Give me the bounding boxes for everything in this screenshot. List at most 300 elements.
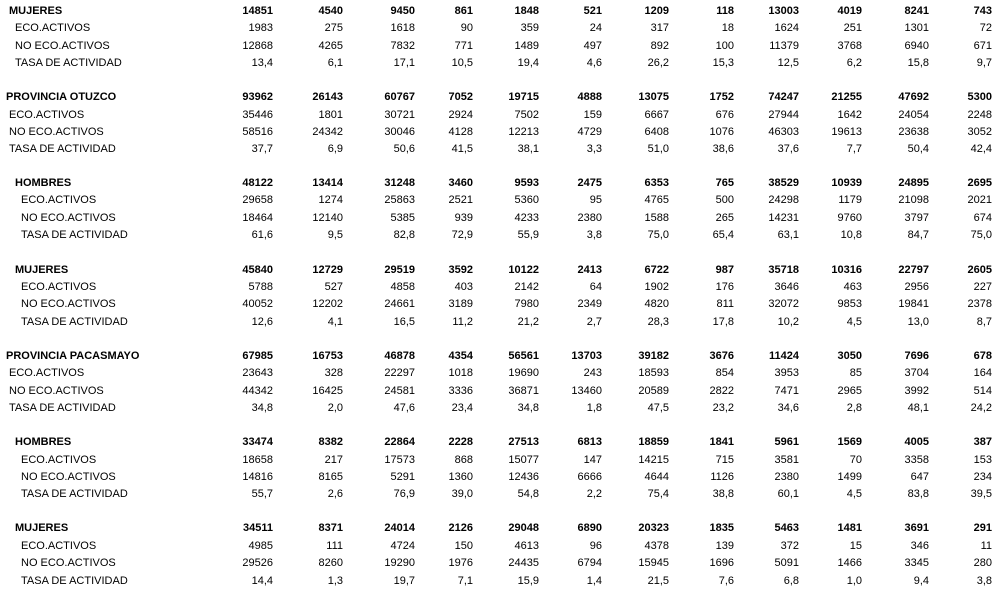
table-row — [0, 278, 998, 295]
value-cell: 1481 — [837, 522, 862, 534]
value-cell: 17,8 — [712, 316, 734, 328]
value-cell: 3358 — [904, 454, 929, 466]
value-cell: 29526 — [242, 557, 273, 569]
value-cell: 7980 — [514, 298, 539, 310]
table-row — [0, 313, 998, 330]
value-cell: 70 — [849, 454, 862, 466]
value-cell: 29519 — [384, 264, 415, 276]
value-cell: 51,0 — [647, 143, 669, 155]
value-cell: 2,0 — [327, 402, 343, 414]
value-cell: 48,1 — [907, 402, 929, 414]
value-cell: 21098 — [898, 194, 929, 206]
value-cell: 1696 — [709, 557, 734, 569]
value-cell: 12729 — [312, 264, 343, 276]
value-cell: 2228 — [448, 436, 473, 448]
value-cell: 6,1 — [327, 57, 343, 69]
value-cell: 6,2 — [846, 57, 862, 69]
table-row — [0, 209, 998, 226]
value-cell: 8165 — [318, 471, 343, 483]
value-cell: 317 — [650, 22, 669, 34]
value-cell: 6,9 — [327, 143, 343, 155]
value-cell: 892 — [650, 40, 669, 52]
value-cell: 15945 — [638, 557, 669, 569]
value-cell: 12213 — [508, 126, 539, 138]
value-cell: 6794 — [577, 557, 602, 569]
value-cell: 90 — [460, 22, 473, 34]
value-cell: 41,5 — [451, 143, 473, 155]
value-cell: 50,4 — [907, 143, 929, 155]
value-cell: 765 — [715, 177, 734, 189]
row-label: NO ECO.ACTIVOS — [21, 471, 116, 483]
row-label: PROVINCIA OTUZCO — [6, 91, 117, 103]
value-cell: 24661 — [384, 298, 415, 310]
value-cell: 243 — [583, 367, 602, 379]
value-cell: 24,2 — [970, 402, 992, 414]
value-cell: 6353 — [644, 177, 669, 189]
value-cell: 359 — [520, 22, 539, 34]
value-cell: 15077 — [508, 454, 539, 466]
value-cell: 74247 — [768, 91, 799, 103]
value-cell: 147 — [583, 454, 602, 466]
value-cell: 1,3 — [327, 575, 343, 587]
value-cell: 521 — [583, 5, 602, 17]
value-cell: 4,5 — [846, 316, 862, 328]
table-row — [0, 364, 998, 381]
value-cell: 16,5 — [393, 316, 415, 328]
value-cell: 678 — [973, 350, 992, 362]
value-cell: 2475 — [577, 177, 602, 189]
value-cell: 60767 — [384, 91, 415, 103]
value-cell: 811 — [716, 298, 734, 310]
row-label: TASA DE ACTIVIDAD — [9, 143, 116, 155]
value-cell: 3050 — [837, 350, 862, 362]
value-cell: 7471 — [774, 385, 799, 397]
row-label: HOMBRES — [15, 436, 72, 448]
value-cell: 227 — [973, 281, 992, 293]
value-cell: 6940 — [904, 40, 929, 52]
value-cell: 4985 — [248, 540, 273, 552]
value-cell: 82,8 — [393, 229, 415, 241]
value-cell: 55,7 — [251, 488, 273, 500]
table-row — [0, 485, 998, 502]
value-cell: 11,2 — [452, 316, 473, 328]
value-cell: 35718 — [768, 264, 799, 276]
value-cell: 500 — [715, 194, 734, 206]
value-cell: 139 — [715, 540, 734, 552]
value-cell: 234 — [973, 471, 992, 483]
value-cell: 21,2 — [517, 316, 539, 328]
value-cell: 22797 — [898, 264, 929, 276]
value-cell: 9593 — [514, 177, 539, 189]
value-cell: 48122 — [242, 177, 273, 189]
value-cell: 1360 — [448, 471, 473, 483]
value-cell: 3,8 — [586, 229, 602, 241]
value-cell: 4820 — [644, 298, 669, 310]
value-cell: 21255 — [831, 91, 862, 103]
value-cell: 9450 — [390, 5, 415, 17]
value-cell: 18658 — [242, 454, 273, 466]
value-cell: 37,6 — [777, 143, 799, 155]
row-label: ECO.ACTIVOS — [15, 22, 91, 34]
value-cell: 854 — [715, 367, 734, 379]
value-cell: 24895 — [898, 177, 929, 189]
value-cell: 674 — [973, 212, 992, 224]
value-cell: 1569 — [837, 436, 862, 448]
row-label: NO ECO.ACTIVOS — [15, 40, 110, 52]
value-cell: 75,0 — [970, 229, 992, 241]
value-cell: 280 — [973, 557, 992, 569]
value-cell: 12,5 — [777, 57, 799, 69]
value-cell: 1466 — [837, 557, 862, 569]
value-cell: 67985 — [242, 350, 273, 362]
value-cell: 939 — [454, 212, 473, 224]
value-cell: 1076 — [709, 126, 734, 138]
table-row — [0, 382, 998, 399]
value-cell: 17573 — [384, 454, 415, 466]
value-cell: 497 — [583, 40, 602, 52]
value-cell: 18859 — [638, 436, 669, 448]
value-cell: 2521 — [448, 194, 473, 206]
value-cell: 346 — [910, 540, 929, 552]
value-cell: 1,0 — [846, 575, 862, 587]
value-cell: 31248 — [384, 177, 415, 189]
value-cell: 13703 — [571, 350, 602, 362]
value-cell: 9,5 — [327, 229, 343, 241]
value-cell: 11379 — [769, 40, 799, 52]
value-cell: 26143 — [312, 91, 343, 103]
value-cell: 55,9 — [517, 229, 539, 241]
value-cell: 3189 — [448, 298, 473, 310]
value-cell: 28,3 — [647, 316, 669, 328]
value-cell: 527 — [324, 281, 343, 293]
value-cell: 40052 — [242, 298, 273, 310]
row-label: ECO.ACTIVOS — [9, 367, 85, 379]
value-cell: 6408 — [644, 126, 669, 138]
value-cell: 10316 — [831, 264, 862, 276]
value-cell: 12,6 — [251, 316, 273, 328]
value-cell: 20323 — [638, 522, 669, 534]
table-row — [0, 399, 998, 416]
value-cell: 58516 — [242, 126, 273, 138]
value-cell: 1642 — [837, 109, 862, 121]
value-cell: 4,6 — [586, 57, 602, 69]
value-cell: 8,7 — [976, 316, 992, 328]
row-label: TASA DE ACTIVIDAD — [21, 488, 128, 500]
value-cell: 38,8 — [712, 488, 734, 500]
value-cell: 3691 — [904, 522, 929, 534]
group-row — [0, 347, 998, 364]
value-cell: 743 — [973, 5, 992, 17]
value-cell: 2380 — [577, 212, 602, 224]
value-cell: 265 — [715, 212, 734, 224]
row-label: NO ECO.ACTIVOS — [21, 212, 116, 224]
value-cell: 8371 — [318, 522, 343, 534]
table-row — [0, 451, 998, 468]
value-cell: 153 — [973, 454, 992, 466]
value-cell: 2349 — [577, 298, 602, 310]
value-cell: 13414 — [312, 177, 343, 189]
value-cell: 987 — [715, 264, 734, 276]
value-cell: 2695 — [967, 177, 992, 189]
value-cell: 14231 — [768, 212, 799, 224]
value-cell: 671 — [973, 40, 992, 52]
value-cell: 5300 — [967, 91, 992, 103]
value-cell: 5091 — [774, 557, 799, 569]
value-cell: 4729 — [577, 126, 602, 138]
value-cell: 46303 — [768, 126, 799, 138]
value-cell: 24581 — [384, 385, 415, 397]
value-cell: 26,2 — [647, 57, 669, 69]
value-cell: 47,6 — [393, 402, 415, 414]
value-cell: 47692 — [898, 91, 929, 103]
value-cell: 4888 — [577, 91, 602, 103]
value-cell: 23638 — [898, 126, 929, 138]
value-cell: 6890 — [577, 522, 602, 534]
value-cell: 4,5 — [846, 488, 862, 500]
value-cell: 76,9 — [393, 488, 415, 500]
value-cell: 1179 — [838, 194, 862, 206]
value-cell: 275 — [324, 22, 343, 34]
value-cell: 1588 — [644, 212, 669, 224]
value-cell: 38529 — [768, 177, 799, 189]
value-cell: 96 — [589, 540, 602, 552]
value-cell: 676 — [715, 109, 734, 121]
value-cell: 3992 — [904, 385, 929, 397]
value-cell: 18 — [721, 22, 734, 34]
value-cell: 61,6 — [251, 229, 273, 241]
value-cell: 8241 — [904, 5, 929, 17]
value-cell: 2413 — [577, 264, 602, 276]
value-cell: 111 — [326, 540, 343, 552]
value-cell: 65,4 — [712, 229, 734, 241]
value-cell: 34,8 — [251, 402, 273, 414]
value-cell: 50,6 — [393, 143, 415, 155]
value-cell: 10,8 — [840, 229, 862, 241]
value-cell: 403 — [454, 281, 473, 293]
value-cell: 4128 — [448, 126, 473, 138]
value-cell: 2965 — [837, 385, 862, 397]
value-cell: 19,4 — [517, 57, 539, 69]
group-row — [0, 88, 998, 105]
row-label: PROVINCIA PACASMAYO — [6, 350, 140, 362]
value-cell: 1,8 — [586, 402, 602, 414]
value-cell: 14816 — [242, 471, 273, 483]
value-cell: 22297 — [384, 367, 415, 379]
value-cell: 4265 — [318, 40, 343, 52]
row-label: TASA DE ACTIVIDAD — [15, 57, 122, 69]
value-cell: 13075 — [638, 91, 669, 103]
value-cell: 13460 — [571, 385, 602, 397]
value-cell: 15,3 — [712, 57, 734, 69]
value-cell: 56561 — [508, 350, 539, 362]
value-cell: 5788 — [248, 281, 273, 293]
value-cell: 4613 — [514, 540, 539, 552]
value-cell: 16425 — [312, 385, 343, 397]
value-cell: 118 — [716, 5, 734, 17]
value-cell: 4378 — [644, 540, 669, 552]
row-label: HOMBRES — [15, 177, 72, 189]
value-cell: 176 — [715, 281, 734, 293]
value-cell: 1835 — [709, 522, 734, 534]
value-cell: 13003 — [768, 5, 799, 17]
value-cell: 4644 — [644, 471, 669, 483]
value-cell: 64 — [589, 281, 602, 293]
value-cell: 44342 — [242, 385, 273, 397]
value-cell: 7052 — [448, 91, 473, 103]
value-cell: 3953 — [774, 367, 799, 379]
value-cell: 9853 — [837, 298, 862, 310]
value-cell: 34,6 — [777, 402, 799, 414]
value-cell: 19290 — [384, 557, 415, 569]
value-cell: 35446 — [242, 109, 273, 121]
table-row — [0, 295, 998, 312]
value-cell: 5360 — [514, 194, 539, 206]
row-label: MUJERES — [15, 264, 69, 276]
value-cell: 19,7 — [393, 575, 415, 587]
value-cell: 10122 — [508, 264, 539, 276]
table-row — [0, 19, 998, 36]
value-cell: 1983 — [248, 22, 273, 34]
value-cell: 3797 — [904, 212, 929, 224]
value-cell: 47,5 — [647, 402, 669, 414]
value-cell: 95 — [589, 194, 602, 206]
row-label: ECO.ACTIVOS — [21, 281, 97, 293]
table-row — [0, 468, 998, 485]
value-cell: 861 — [454, 5, 473, 17]
value-cell: 17,1 — [393, 57, 415, 69]
row-label: ECO.ACTIVOS — [9, 109, 85, 121]
value-cell: 514 — [973, 385, 992, 397]
value-cell: 2822 — [709, 385, 734, 397]
value-cell: 24054 — [898, 109, 929, 121]
value-cell: 3052 — [967, 126, 992, 138]
value-cell: 1801 — [318, 109, 343, 121]
value-cell: 11424 — [769, 350, 799, 362]
value-cell: 42,4 — [970, 143, 992, 155]
table-row — [0, 140, 998, 157]
value-cell: 75,0 — [647, 229, 669, 241]
value-cell: 14,4 — [251, 575, 273, 587]
value-cell: 2956 — [904, 281, 929, 293]
value-cell: 7,7 — [846, 143, 862, 155]
value-cell: 4858 — [390, 281, 415, 293]
row-label: NO ECO.ACTIVOS — [21, 557, 116, 569]
value-cell: 10,5 — [451, 57, 473, 69]
table-row — [0, 37, 998, 54]
value-cell: 46878 — [384, 350, 415, 362]
value-cell: 24435 — [508, 557, 539, 569]
value-cell: 1841 — [709, 436, 734, 448]
value-cell: 25863 — [384, 194, 415, 206]
value-cell: 39,5 — [970, 488, 992, 500]
value-cell: 2,8 — [846, 402, 862, 414]
value-cell: 868 — [454, 454, 473, 466]
row-label: NO ECO.ACTIVOS — [9, 126, 104, 138]
value-cell: 21,5 — [647, 575, 669, 587]
value-cell: 8260 — [318, 557, 343, 569]
value-cell: 6813 — [577, 436, 602, 448]
value-cell: 39,0 — [451, 488, 473, 500]
value-cell: 20589 — [638, 385, 669, 397]
value-cell: 372 — [780, 540, 799, 552]
value-cell: 6666 — [577, 471, 602, 483]
value-cell: 387 — [973, 436, 992, 448]
value-cell: 33474 — [242, 436, 273, 448]
row-label: TASA DE ACTIVIDAD — [21, 229, 128, 241]
group-row — [0, 519, 998, 536]
value-cell: 4,1 — [327, 316, 343, 328]
value-cell: 13,4 — [251, 57, 273, 69]
value-cell: 2,6 — [327, 488, 343, 500]
value-cell: 7832 — [390, 40, 415, 52]
value-cell: 12202 — [312, 298, 343, 310]
value-cell: 5463 — [774, 522, 799, 534]
value-cell: 15 — [849, 540, 862, 552]
value-cell: 6,8 — [783, 575, 799, 587]
value-cell: 771 — [454, 40, 473, 52]
value-cell: 3336 — [448, 385, 473, 397]
value-cell: 9,4 — [913, 575, 929, 587]
value-cell: 39182 — [638, 350, 669, 362]
row-label: MUJERES — [15, 522, 69, 534]
row-label: MUJERES — [9, 5, 63, 17]
group-row — [0, 174, 998, 191]
value-cell: 463 — [843, 281, 862, 293]
value-cell: 4354 — [448, 350, 473, 362]
value-cell: 85 — [849, 367, 862, 379]
value-cell: 38,1 — [517, 143, 539, 155]
value-cell: 1624 — [774, 22, 799, 34]
row-label: ECO.ACTIVOS — [21, 454, 97, 466]
value-cell: 15,9 — [517, 575, 539, 587]
value-cell: 14215 — [638, 454, 669, 466]
value-cell: 1209 — [644, 5, 669, 17]
value-cell: 27513 — [508, 436, 539, 448]
value-cell: 2378 — [967, 298, 992, 310]
value-cell: 15,8 — [907, 57, 929, 69]
value-cell: 1126 — [710, 471, 734, 483]
value-cell: 14851 — [242, 5, 273, 17]
value-cell: 1752 — [709, 91, 734, 103]
table-row — [0, 572, 998, 589]
value-cell: 1018 — [448, 367, 473, 379]
row-label: NO ECO.ACTIVOS — [21, 298, 116, 310]
group-row — [0, 261, 998, 278]
value-cell: 4005 — [904, 436, 929, 448]
value-cell: 30721 — [384, 109, 415, 121]
value-cell: 100 — [715, 40, 734, 52]
value-cell: 24298 — [768, 194, 799, 206]
value-cell: 7,1 — [457, 575, 473, 587]
value-cell: 93962 — [242, 91, 273, 103]
value-cell: 32072 — [768, 298, 799, 310]
value-cell: 251 — [843, 22, 862, 34]
value-cell: 60,1 — [777, 488, 799, 500]
value-cell: 1902 — [644, 281, 669, 293]
value-cell: 3646 — [774, 281, 799, 293]
row-label: ECO.ACTIVOS — [21, 194, 97, 206]
value-cell: 328 — [324, 367, 343, 379]
value-cell: 23,2 — [712, 402, 734, 414]
row-label: ECO.ACTIVOS — [21, 540, 97, 552]
value-cell: 72,9 — [451, 229, 473, 241]
value-cell: 11 — [980, 540, 992, 552]
value-cell: 4765 — [644, 194, 669, 206]
value-cell: 4233 — [514, 212, 539, 224]
value-cell: 715 — [715, 454, 734, 466]
value-cell: 54,8 — [517, 488, 539, 500]
value-cell: 2,2 — [586, 488, 602, 500]
